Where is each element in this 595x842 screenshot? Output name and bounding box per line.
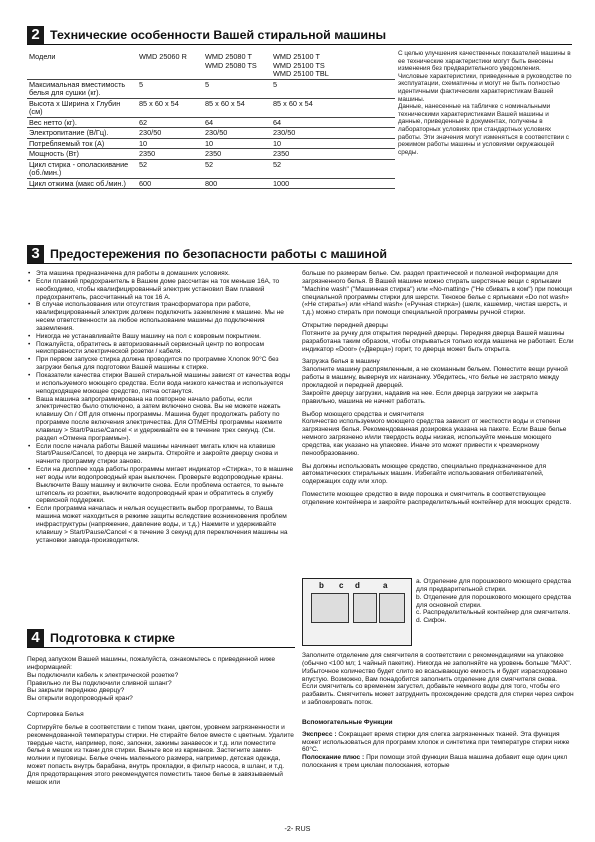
legend-item: b. Отделение для порошкового моющего средства для основной стирки. [416,593,572,609]
diagram-label: d [355,581,360,590]
safety-item: • В случае использования или отсутствия трансформатора при работе, квалифицированный электрик должен подключить заземление к машине. Мы не несем ответственности за любое использование машины до подключения заземления. [27,301,295,332]
paragraph: больше по размерам белье. См. раздел практической и полезной информации для загрязненного белья. В Вашей машине можно стирать шерстяные вещи с ярлыками "Machine wash" ("Машинная стирка") или «No-matting» ("Не сбивать в ком") при помощи специальной программы стирки для шерсти. Ткнокое белье с ярлыками «Do not wash» («Не стирать») или «Hand wash» («Ручная стирка») (шелк, кашемир, чистая шерсть, и т.д.) можно стирать при помощи специальной программы ручной стирки. [302,270,572,317]
intro-line: Вы закрыли переднюю дверцу? [27,687,125,695]
table-cell: Цикл отжима (макс об./мин.) [27,178,137,189]
safety-item: • Никогда не устанавливайте Вашу машину на пол с ковровым покрытием. [27,333,295,341]
spec-table [27,52,395,189]
intro-line: Перед запуском Вашей машины, пожалуйста, ознакомьтесь с приведенной ниже информацией: [27,656,276,671]
paragraph: Закройте дверцу загрузки, надавив на нее. Если дверца загрузки не закрыта правильно, машина не начнет работать. [302,389,538,405]
safety-item: • Если плавкий предохранитель в Вашем доме рассчитан на ток меньше 16А, то необходимо, чтобы квалифицированный электрик установил Вам плавкий предохранитель, рассчитанный на ток 16 А. [27,278,295,302]
paragraph: Количество используемого моющего средства зависит от жесткости воды и степени загрязнения белья. Рекомендованная дозировка указана на пакете. Если Ваше белье немного загрязнено и/или твердость воды низкая, используйте меньше моющего средства, как указано на упаковке. Иначе это может привести к чрезмерному пенообразованию. [302,418,567,457]
safety-item: • Показатели качества стирки Вашей стиральной машины зависят от качества воды и используемого моющего средства. Если вода низкого качества и используется неподходящее моющее средство, пятна останутся. [27,372,295,396]
table-cell: Высота х Ширина х Глубин (см) [27,98,137,117]
table-header-row [27,52,395,79]
diagram-label: b [319,581,324,590]
table-row [27,128,395,139]
table-cell: 5 [203,79,271,98]
table-row [27,117,395,128]
header-cell: WMD 25060 R [137,52,203,79]
paragraph: Заполните машину распрямленным, а не скоманным бельем. Поместите вещи ручной работы в машину, вывернув их наизнанку. Убедитесь, что белье не застряло между прокладкой и передней дверцей. [302,366,568,389]
section-number: 4 [27,629,44,647]
sorting-title: Сортировка Белья [27,711,84,719]
table-cell: Мощность (Вт) [27,149,137,160]
function-term: Полоскание плюс : [302,754,365,762]
function-item [302,754,574,770]
table-cell: 64 [203,117,271,128]
table-cell: 62 [137,117,203,128]
table-cell: 230/50 [203,128,271,139]
table-cell: 52 [203,159,271,178]
functions-title: Вспомогательные Функции [302,718,393,726]
sorting-text: Сортируйте белье в соответствии с типом ткани, цветом, уровнем загрязненности и рекомендованной температуры стирки. Не стирайте белое вместе с цветным. Удалите твердые части, например, пояс, запонки, зажимы занавесок и т.д. или поместите белье в мешок из ткани для стирки. Выньте все из карманов. Застегните замки-молнии и пуговицы. Белье очень маленького размера, например, детская одежда, может попасть внутрь барабана, внутрь прокладки, в фильтр насоса, в шланг, и т.д. Для предотвращения этого рекомендуется поместить такое белье в завязываемый мешок или [27,723,294,786]
header-cell: WMD 25080 T WMD 25080 TS [203,52,271,79]
paragraph: Выбор моющего средства и смягчителя [302,410,424,418]
section-4-header [27,630,295,648]
note-paragraph: Данные, нанесенные на табличке с номинальными техническими характеристиками Вашей машины и данные, приведенные в документах, получены в лабораторных условиях при стандартных условиях работы. Эти значения могут изменяться в соответствии с режимом работы машины и условиями окружающей среды. [398,103,569,156]
paragraph: Заполните отделение для смягчителя в соответствии с рекомендациями на упаковке (обычно <100 мл; 1 чайный пакетик). Никогда не заполняйте на уровень больше "MAX". Избыточное количество будет слито во всасывающую емкость и будет израсходовано впустую. Возможно, Вам понадобится заполнить отделение для смягчителя снова. Если смягчитель со временем загустел, добавьте немного воды для того, чтобы его разбавить. Смягчитель может затруднить прохождение средств для стирки через сифон и заблокировать поток. [302,652,574,707]
table-row [27,178,395,189]
safety-item: • Ваша машина запрограммирована на повторное начало работы, если электричество было отключено, а затем включено снова. Вы не можете нажать клавишу On / Off для отмены программы. Машина будет продолжать работу по программе после включения электричества. Для ОТМЕНЫ программы нажмите клавишу > Start/Pause/Cancel < и удерживайте ее в течение трех секунд. (См. раздел «Отмена программы»). [27,396,295,443]
legend-item: d. Сифон. [416,617,447,625]
right-text-column-lower [302,652,574,770]
table-cell: 2350 [203,149,271,160]
diagram-legend [416,578,574,625]
safety-item: • Эта машина предназначена для работы в домашних условиях. [27,270,295,278]
function-text: Сокращает время стирки для слегка загрязненных тканей. Эта функция может использоваться для программ хлопок и синтетика при температуре стирки ниже 60°С. [302,730,570,754]
intro-line: Вы открыли водопроводный кран? [27,695,133,703]
safety-item: • Если после начала работы Вашей машины начинает мигать ключ на клавише Start/Pause/Cancel, то дверца не закрыта. Откройте и закройте дверцу снова и начните программу стирки заново. [27,443,295,467]
preparation-column [27,656,295,787]
safety-item: • Если на дисплее хода работы программы мигает индикатор «Стирка», то в машине нет воды или водопроводный кран выключен. Проверьте водопроводные краны. Выключите Вашу машину и включите снова. Если проблема остается, то выньте штепсель из розетки, выключите водопроводный кран и обратитесь в службу сервисной поддержки. [27,466,295,505]
right-text-column [302,270,574,507]
table-cell: Вес нетто (кг). [27,117,137,128]
safety-item: • Пожалуйста, обратитесь в авторизованный сервисный центр по вопросам неисправности электрической розетки / кабеля. [27,341,295,357]
intro-line: Вы подключили кабель к электрической розетке? [27,671,179,679]
table-cell: 5 [137,79,203,98]
table-cell: 230/50 [271,128,395,139]
table-cell: Потребляемый ток (А) [27,138,137,149]
section-2-header [27,27,572,45]
safety-item: • При первом запуске стирка должна проводится по программе Хлопок 90°С без загрузки белья для подготовки Вашей машины к стирке. [27,356,295,372]
diagram-label: a [383,581,388,590]
paragraph: Загрузка белья в машину [302,358,380,366]
table-cell: 52 [271,159,395,178]
table-cell: 10 [271,138,395,149]
softener-compartment [311,593,349,623]
table-cell: 5 [271,79,395,98]
section-number: 2 [27,26,44,44]
table-cell: 85 x 60 x 54 [271,98,395,117]
diagram-label: c [339,581,344,590]
table-cell: 85 x 60 x 54 [137,98,203,117]
detergent-drawer-diagram [302,578,412,646]
section-title: Технические особенности Вашей стиральной машины [50,28,387,42]
paragraph: Поместите моющее средство в виде порошка и смягчитель в соответствующее отделение контейнера и закройте распределительный контейнер для моющих средств. [302,491,572,506]
page-footer: -2- RUS [284,824,311,833]
safety-item: • Если программа началась и нельзя осуществить выбор программы, то Ваша машина может находиться в режиме защиты вследствие возникновения проблем инфраструктуры (напряжение, давление воды, и т.д.) Нажмите и удерживайте клавишу > Start/Pause/Cancel < в течение 3 секунд для переключения машины на установки завода-производителя. [27,505,295,544]
table-cell: 2350 [137,149,203,160]
table-cell: 600 [137,178,203,189]
section-title: Предостережения по безопасности работы с машиной [50,247,388,261]
paragraph: Открытие передней дверцы [302,322,388,330]
table-cell: 2350 [271,149,395,160]
table-row [27,138,395,149]
table-cell: 800 [203,178,271,189]
section-3-header [27,246,572,264]
section-number: 3 [27,245,44,263]
table-cell: 85 x 60 x 54 [203,98,271,117]
safety-list [27,270,295,545]
function-term: Экспресс : [302,730,337,738]
spec-note [398,50,573,156]
table-cell: Максимальная вместимость белья для сушки (кг). [27,79,137,98]
table-cell: 1000 [271,178,395,189]
table-cell: 64 [271,117,395,128]
header-cell: WMD 25100 T WMD 25100 TS WMD 25100 TBL [271,52,395,79]
table-row [27,79,395,98]
header-cell: Модели [27,52,137,79]
legend-item: a. Отделение для порошкового моющего средства для предварительной стирки. [416,578,572,593]
table-cell: Цикл стирка - ополаскивание (об./мин.) [27,159,137,178]
paragraph: Потяните за ручку для открытия передней дверцы. Передняя дверца Вашей машины разработана таким образом, чтобы открываться только когда машина не работает. Если индикатор «Door» («Дверца») горит, то дверца может быть открыта. [302,329,574,353]
function-text: При помощи этой функции Ваша машина добавит еще один цикл полоскания к трем циклам полоскания, которые [302,754,568,770]
paragraph: Вы должны использовать моющее средство, специально предназначенное для автоматических стиральных машин. Избегайте использования отбеливателей, содержащих соду или хлор. [302,462,547,486]
main-wash-compartment [353,593,377,623]
table-cell: Электропитание (В/Гц). [27,128,137,139]
table-cell: 10 [203,138,271,149]
note-paragraph: С целью улучшения качественных показателей машины в ее технические характеристики могут быть внесены изменения без предварительного уведомления. [398,50,571,73]
table-row [27,98,395,117]
prewash-compartment [379,593,405,623]
table-cell: 52 [137,159,203,178]
note-paragraph: Числовые характеристики, приведенные в руководстве по эксплуатации, схематичны и могут не быть полностью идентичными фактическим характеристикам Вашей машины. [398,72,572,103]
table-row [27,149,395,160]
table-row [27,159,395,178]
safety-list-column [27,270,295,545]
table-cell: 10 [137,138,203,149]
table-cell: 230/50 [137,128,203,139]
intro-line: Правильно ли Вы подключили сливной шланг? [27,679,172,687]
function-item [302,731,574,755]
section-title: Подготовка к стирке [50,631,175,645]
legend-item: c. Распределительный контейнер для смягчителя. [416,609,571,617]
